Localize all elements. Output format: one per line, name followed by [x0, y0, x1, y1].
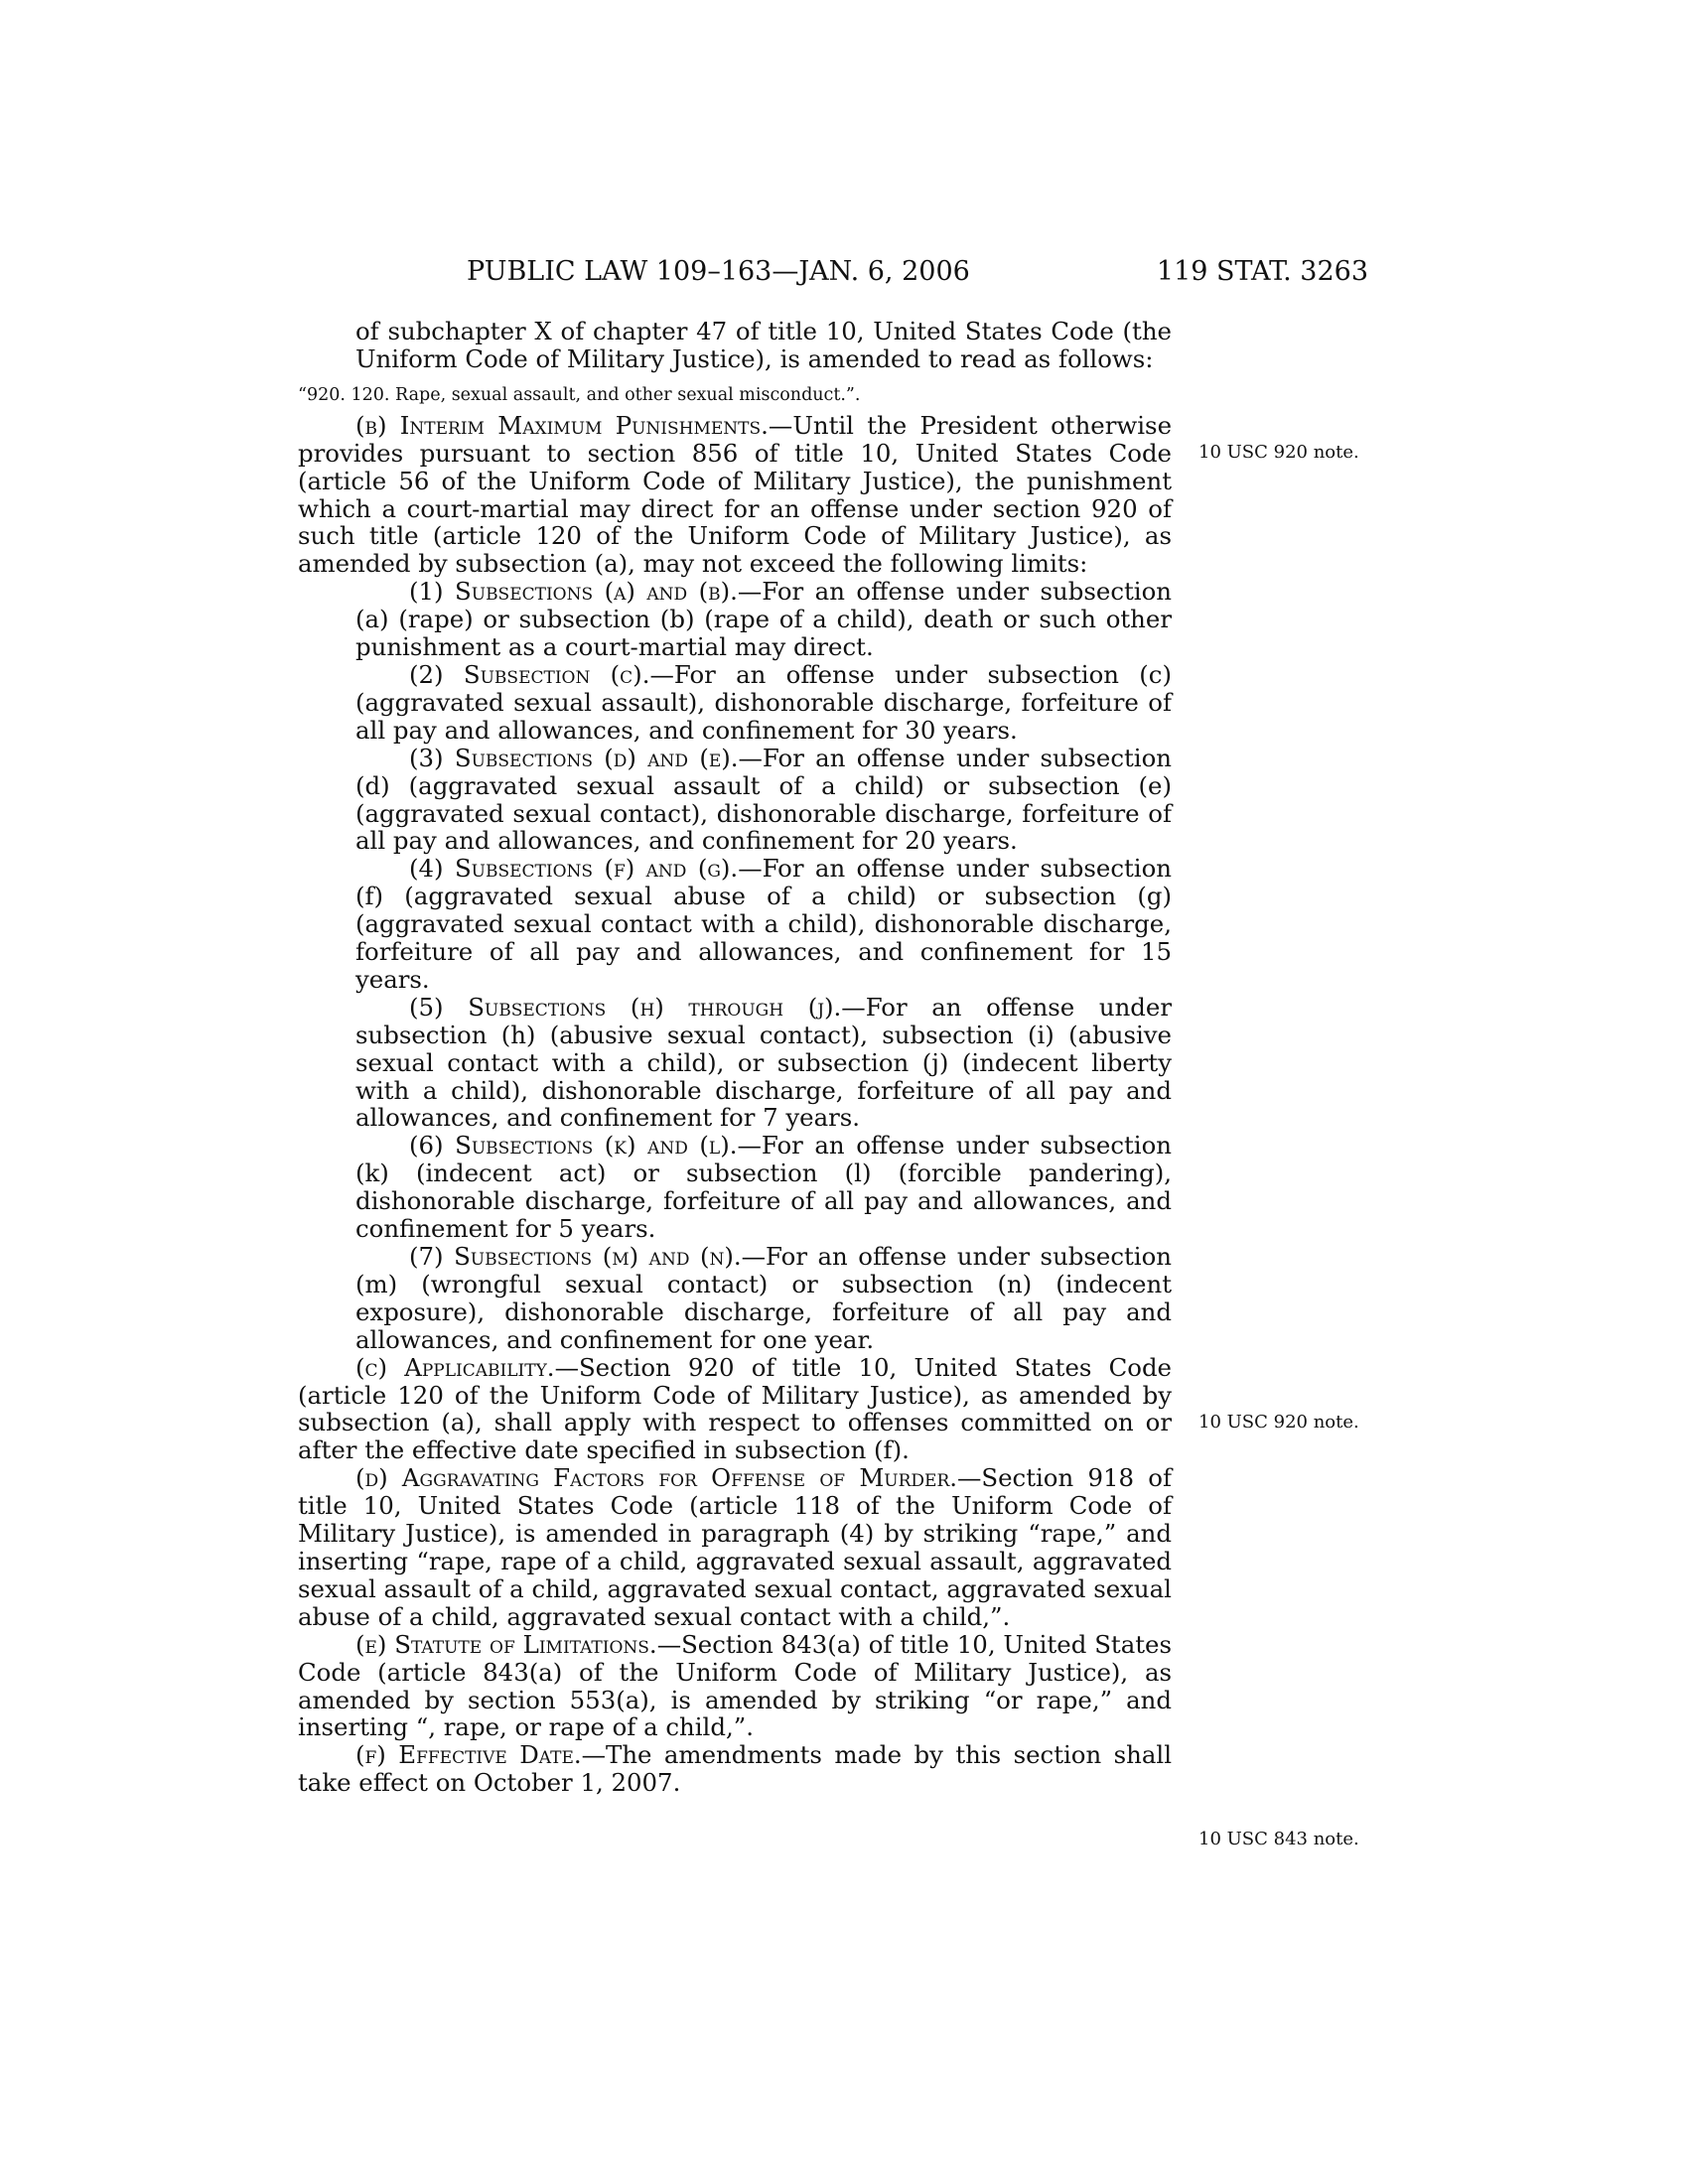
item-number: (1) [409, 577, 444, 607]
item-heading: Subsections (a) and (b). [455, 577, 738, 607]
item-number: (6) [409, 1131, 444, 1160]
document-body [298, 318, 1172, 1797]
section-b-paragraph [298, 412, 1172, 578]
item-heading: Subsection (c). [463, 659, 650, 689]
intro-paragraph: of subchapter X of chapter 47 of title 10, United States Code (the Uniform Code of Military Justice), is amended to read as follows: [355, 317, 1172, 373]
item-text: —For an offense under subsection (a) (rape) or subsection (b) (rape of a child), death or such other punishment as a court-martial may direct. [355, 577, 1172, 662]
header-title: PUBLIC LAW 109–163—JAN. 6, 2006 [467, 256, 970, 287]
list-item [355, 661, 1172, 745]
page-header [0, 256, 1688, 296]
item-text: —For an offense under subsection (h) (abusive sexual contact), subsection (i) (abusive sexual contact with a child), or subsection (j) (indecent liberty with a child), dishonorable discharge, forfeiture of all pay and allowances, and confinement for 7 years. [355, 992, 1172, 1133]
list-item [355, 1132, 1172, 1243]
margin-note-section-b: 10 USC 920 note. [1198, 442, 1359, 463]
item-heading: Subsections (k) and (l). [455, 1131, 738, 1160]
item-number: (4) [409, 854, 444, 884]
section-f-paragraph [298, 1741, 1172, 1797]
list-item [355, 1243, 1172, 1354]
item-number: (5) [409, 992, 444, 1022]
item-heading: Subsections (h) through (j). [468, 992, 842, 1022]
section-c-text: —Section 920 of title 10, United States Code (article 120 of the Uniform Code of Military Justice), as amended by subsection (a), shall apply with respect to offenses committed on or after the effective date specified in subsection (f). [298, 1352, 1172, 1465]
header-stat-page: 119 STAT. 3263 [1156, 256, 1368, 287]
list-item [355, 994, 1172, 1133]
item-number: (2) [409, 659, 444, 689]
section-d-text: —Section 918 of title 10, United States Code (article 118 of the Uniform Code of Military Justice), is amended in paragraph (4) by striking “rape,” and inserting “rape, rape of a child, aggravated sexual assault, aggravated sexual assault of a child, aggravated sexual contact, aggravated sexual abuse of a child, aggravated sexual contact with a child,”. [298, 1463, 1172, 1631]
list-item [355, 578, 1172, 661]
item-text: —For an offense under subsection (c) (aggravated sexual assault), dishonorable discharge, forfeiture of all pay and allowances, and confinement for 30 years. [355, 659, 1172, 745]
list-item [355, 855, 1172, 994]
item-text: —For an offense under subsection (d) (aggravated sexual assault of a child) or subsection (e) (aggravated sexual contact), dishonorable discharge, forfeiture of all pay and allowances, and confinement for 20 years. [355, 743, 1172, 856]
section-c-paragraph [298, 1354, 1172, 1465]
section-f-text: —The amendments made by this section shall take effect on October 1, 2007. [298, 1740, 1172, 1798]
section-e-heading: (e) Statute of Limitations. [355, 1629, 657, 1659]
section-f-heading: (f) Effective Date. [355, 1740, 582, 1770]
section-d-paragraph [298, 1464, 1172, 1630]
item-number: (7) [409, 1242, 444, 1271]
item-number: (3) [409, 743, 444, 772]
section-b-heading: (b) Interim Maximum Punishments. [355, 410, 769, 440]
margin-note-section-c: 10 USC 920 note. [1198, 1412, 1359, 1433]
item-text: —For an offense under subsection (m) (wrongful sexual contact) or subsection (n) (indecent exposure), dishonorable discharge, forfeiture of all pay and allowances, and confinement for one year. [355, 1242, 1172, 1354]
margin-note-section-f: 10 USC 843 note. [1198, 1829, 1359, 1849]
item-heading: Subsections (d) and (e). [454, 743, 739, 772]
section-d-heading: (d) Aggravating Factors for Offense of Murder. [355, 1463, 958, 1493]
item-heading: Subsections (m) and (n). [454, 1242, 742, 1271]
section-c-heading: (c) Applicability. [355, 1352, 555, 1382]
item-heading: Subsections (f) and (g). [454, 854, 739, 884]
item-text: —For an offense under subsection (k) (indecent act) or subsection (l) (forcible pandering), dishonorable discharge, forfeiture of all pay and allowances, and confinement for 5 years. [355, 1131, 1172, 1244]
quoted-entry: “920. 120. Rape, sexual assault, and other sexual misconduct.”. [298, 384, 861, 405]
section-b-text: —Until the President otherwise provides pursuant to section 856 of title 10, United States Code (article 56 of the Uniform Code of Military Justice), the punishment which a court-martial may direct for an offense under section 920 of such title (article 120 of the Uniform Code of Military Justice), as amended by subsection (a), may not exceed the following limits: [298, 410, 1172, 579]
item-text: —For an offense under subsection (f) (aggravated sexual abuse of a child) or subsection (g) (aggravated sexual contact with a child), dishonorable discharge, forfeiture of all pay and allowances, and confinement for 15 years. [355, 854, 1172, 994]
list-item [355, 745, 1172, 856]
section-e-paragraph [298, 1631, 1172, 1742]
section-e-text: —Section 843(a) of title 10, United States Code (article 843(a) of the Uniform Code of Military Justice), as amended by section 553(a), is amended by striking “or rape,” and inserting “, rape, or rape of a child,”. [298, 1629, 1172, 1742]
